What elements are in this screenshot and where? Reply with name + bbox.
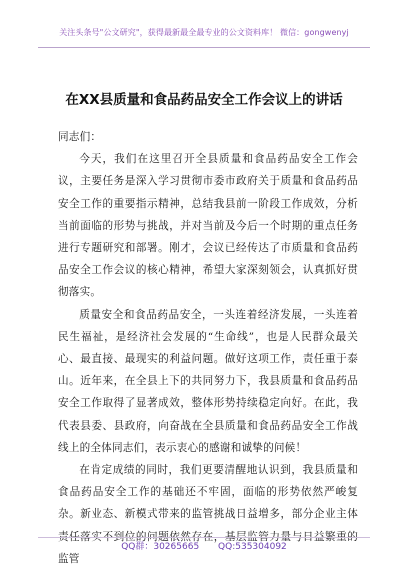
paragraph-3: 在肯定成绩的同时，我们更要清醒地认识到，我县质量和食品药品安全工作的基础还不牢固，面临的形势依然严峻复杂。新业态、新模式带来的监管挑战日益增多，部分企业主体责任落实不到位的问题依然存在，基层监管力量与日益繁重的监管 — [58, 464, 358, 565]
footer-contact — [0, 539, 408, 559]
paragraph-2: 质量安全和食品药品安全，一头连着经济发展，一头连着民生福祉，是经济社会发展的“生命线”，也是人民群众最关心、最直接、最现实的利益问题。做好这项工作，责任重于泰山。近年来，在全县上下的共同努力下，我县质量和食品药品安全工作取得了显著成效，整体形势持续稳定向好。在此，我代表县委、县政府，向奋战在全县质量和食品药品安全工作战线上的全体同志们，表示衷心的感谢和诚挚的问候！ — [58, 308, 358, 454]
footer-qq-group: QQ群：30265665 — [121, 542, 200, 552]
paragraph-1: 今天，我们在这里召开全县质量和食品药品安全工作会议，主要任务是深入学习贯彻市委市政府关于质量和食品药品安全工作的重要指示精神，总结我县前一阶段工作成效，分析当前面临的形势与挑战，并对当前及今后一个时期的重点任务进行专题研究和部署。刚才，会议已经传达了市质量和食品药品安全工作会议的核心精神，希望大家深刻领会，认真抓好贯彻落实。 — [58, 153, 358, 299]
header-notice: 关注头条号"公文研究"，获得最新最全最专业的公文资料库！ 微信：gongwenyj — [59, 28, 349, 37]
document-body — [58, 126, 358, 570]
salutation: 同志们： — [58, 131, 102, 143]
footer-divider — [38, 537, 370, 538]
header-divider — [38, 47, 370, 48]
document-title: 在XX县质量和食品药品安全工作会议上的讲话 — [65, 92, 343, 108]
footer-qq: QQ:535304092 — [218, 542, 287, 552]
